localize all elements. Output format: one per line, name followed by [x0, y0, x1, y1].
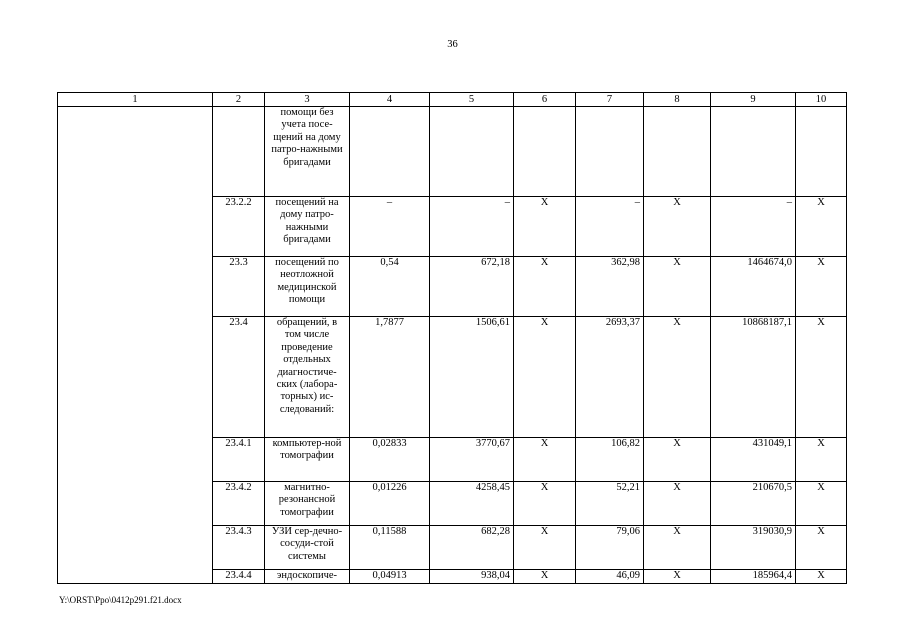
cell-col-5: 682,28: [430, 526, 514, 570]
cell-col-6: Х: [514, 438, 576, 482]
header-cell-2: 2: [213, 93, 265, 107]
header-cell-10: 10: [796, 93, 847, 107]
header-cell-9: 9: [711, 93, 796, 107]
cell-col-9: 185964,4: [711, 570, 796, 584]
row-number: 23.4.2: [213, 482, 265, 526]
header-cell-8: 8: [644, 93, 711, 107]
cell-col-10: Х: [796, 317, 847, 438]
cell-col-4: 1,7877: [350, 317, 430, 438]
cell-col-10: Х: [796, 570, 847, 584]
cell-col-4: [350, 107, 430, 197]
cell-col-6: Х: [514, 526, 576, 570]
header-cell-6: 6: [514, 93, 576, 107]
cell-col-8: Х: [644, 317, 711, 438]
row-number: 23.4.1: [213, 438, 265, 482]
row-number: 23.4.4: [213, 570, 265, 584]
cell-col-5: 1506,61: [430, 317, 514, 438]
cell-col-10: Х: [796, 526, 847, 570]
cell-col-8: Х: [644, 526, 711, 570]
row-description: посещений на дому патро-нажными бригадами: [265, 197, 350, 257]
cell-col-8: Х: [644, 438, 711, 482]
cell-col-9: 210670,5: [711, 482, 796, 526]
row-description: помощи без учета посе-щений на дому патро-нажными бригадами: [265, 107, 350, 197]
header-row: [58, 93, 847, 107]
row-description: обращений, в том числе проведение отдельных диагностиче-ских (лабора-торных) ис-следований:: [265, 317, 350, 438]
cell-col-6: Х: [514, 482, 576, 526]
cell-col-4: 0,11588: [350, 526, 430, 570]
cell-col-6: Х: [514, 197, 576, 257]
cell-col-9: –: [711, 197, 796, 257]
header-cell-5: 5: [430, 93, 514, 107]
cell-col-7: [576, 107, 644, 197]
cell-col-4: –: [350, 197, 430, 257]
row-number: 23.2.2: [213, 197, 265, 257]
cell-col-5: 938,04: [430, 570, 514, 584]
row-number: 23.4: [213, 317, 265, 438]
cell-col-10: [796, 107, 847, 197]
cell-col-5: –: [430, 197, 514, 257]
cell-col-6: [514, 107, 576, 197]
cell-col-9: 431049,1: [711, 438, 796, 482]
tariff-table: [57, 92, 847, 584]
cell-col-6: Х: [514, 317, 576, 438]
cell-col-4: 0,54: [350, 257, 430, 317]
header-cell-3: 3: [265, 93, 350, 107]
cell-col-7: 46,09: [576, 570, 644, 584]
row-description: магнитно-резонансной томографии: [265, 482, 350, 526]
cell-col-10: Х: [796, 438, 847, 482]
cell-col-8: [644, 107, 711, 197]
row-number: 23.3: [213, 257, 265, 317]
cell-col-8: Х: [644, 482, 711, 526]
header-cell-1: 1: [58, 93, 213, 107]
row-number: 23.4.3: [213, 526, 265, 570]
cell-col-6: Х: [514, 570, 576, 584]
cell-col-7: 106,82: [576, 438, 644, 482]
cell-col-8: Х: [644, 257, 711, 317]
cell-col-8: Х: [644, 570, 711, 584]
cell-col-5: 4258,45: [430, 482, 514, 526]
merged-cell-column-1: [58, 107, 213, 584]
cell-col-10: Х: [796, 482, 847, 526]
cell-col-5: 672,18: [430, 257, 514, 317]
cell-col-9: [711, 107, 796, 197]
cell-col-7: –: [576, 197, 644, 257]
file-path-footer: Y:\ORST\Ppo\0412p291.f21.docx: [59, 595, 182, 605]
header-cell-7: 7: [576, 93, 644, 107]
cell-col-4: 0,02833: [350, 438, 430, 482]
row-number: [213, 107, 265, 197]
cell-col-7: 79,06: [576, 526, 644, 570]
cell-col-9: 319030,9: [711, 526, 796, 570]
cell-col-7: 362,98: [576, 257, 644, 317]
page-number: 36: [447, 39, 458, 50]
header-cell-4: 4: [350, 93, 430, 107]
cell-col-7: 52,21: [576, 482, 644, 526]
row-description: посещений по неотложной медицинской помощи: [265, 257, 350, 317]
row-description: УЗИ сер-дечно-сосуди-стой системы: [265, 526, 350, 570]
table-row: [58, 107, 847, 197]
cell-col-8: Х: [644, 197, 711, 257]
cell-col-5: 3770,67: [430, 438, 514, 482]
cell-col-4: 0,04913: [350, 570, 430, 584]
cell-col-6: Х: [514, 257, 576, 317]
row-description: эндоскопиче-: [265, 570, 350, 584]
cell-col-4: 0,01226: [350, 482, 430, 526]
cell-col-10: Х: [796, 197, 847, 257]
cell-col-9: 10868187,1: [711, 317, 796, 438]
cell-col-9: 1464674,0: [711, 257, 796, 317]
row-description: компьютер-ной томографии: [265, 438, 350, 482]
cell-col-10: Х: [796, 257, 847, 317]
cell-col-5: [430, 107, 514, 197]
cell-col-7: 2693,37: [576, 317, 644, 438]
